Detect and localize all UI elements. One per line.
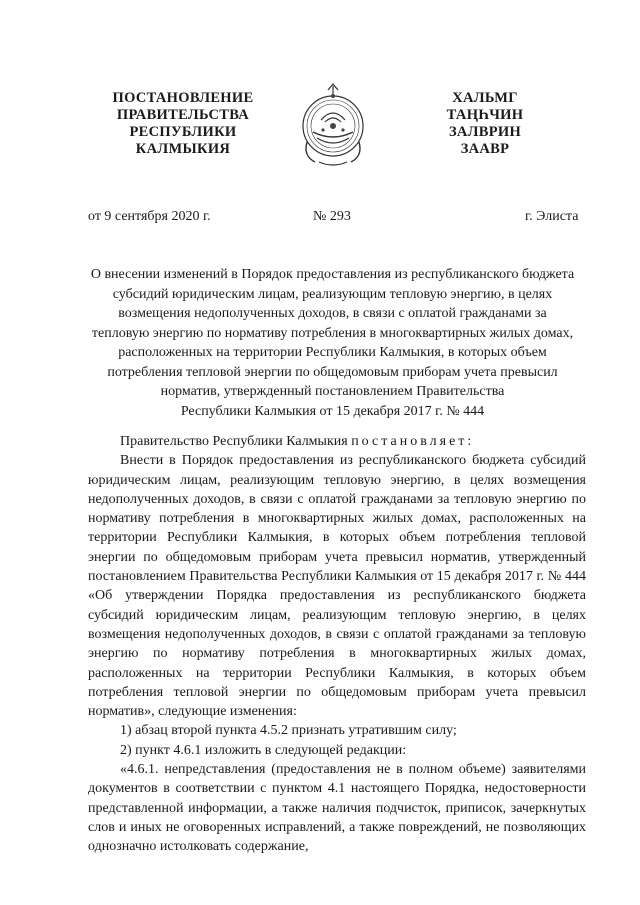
document-meta: [0, 209, 640, 229]
document-date: от 9 сентября 2020 г.: [88, 209, 211, 224]
title-line: тепловую энергию по нормативу потребления в многоквартирных жилых домах,: [91, 325, 574, 341]
document-title: [80, 265, 585, 421]
intro-subject: Правительство Республики Калмыкия: [120, 434, 348, 449]
issuer-line: КАЛМЫКИЯ: [135, 141, 231, 157]
kalmykia-coat-of-arms-icon: [297, 76, 369, 170]
title-line: расположенных на территории Республики Калмыкия, в которых объем: [118, 345, 547, 360]
document-number: № 293: [313, 209, 351, 224]
issuer-line: ПОСТАНОВЛЕНИЕ: [112, 90, 254, 106]
title-line: О внесении изменений в Порядок предоставления из республиканского бюджета: [90, 267, 575, 282]
title-line: потребления тепловой энергии по общедомовым приборам учета превысил: [107, 364, 558, 380]
issuer-line: ТАҢҺЧИН: [446, 107, 524, 123]
document-city: г. Элиста: [525, 209, 579, 224]
title-line: возмещения недополученных доходов, в связи с оплатой гражданами за: [118, 306, 547, 321]
issuer-name-kalmyk: [420, 90, 550, 158]
title-line: норматив, утвержденный постановлением Правительства: [160, 384, 505, 399]
issuer-line: РЕСПУБЛИКИ: [129, 124, 237, 140]
intro-paragraph: [88, 432, 586, 451]
main-paragraph: Внести в Порядок предоставления из республиканского бюджета субсидий юридическим лицам, реализующим тепловую энергию, в целях возмещения недополученных доходов, в связи с оплатой гражданами за тепловую энергию по нормативу потребления в многоквартирных жилых домах, расположенных на территории Республики Калмыкия, в которых объем потребления тепловой энергии по общедомовым приборам учета превысил норматив, утвержденный постановлением Правительства Республики Калмыкия от 15 декабря 2017 г. № 444 «Об утверждении Порядка предоставления из республиканского бюджета субсидий юридическим лицам, реализующим тепловую энергию, в целях возмещения недополученных доходов, в связи с оплатой гражданами за тепловую энергию по нормативу потребления в многоквартирных жилых домах, расположенных на территории Республики Калмыкия, в которых объем потребления тепловой энергии по общедомовым приборам учета превысил норматив», следующие изменения:: [88, 453, 586, 720]
list-item: 1) абзац второй пункта 4.5.2 признать утратившим силу;: [120, 723, 457, 739]
list-item: 2) пункт 4.6.1 изложить в следующей редакции:: [120, 742, 407, 758]
intro-verb: постановляет:: [351, 434, 475, 449]
title-line: субсидий юридическим лицам, реализующим тепловую энергию, в целях: [112, 286, 553, 302]
title-line: Республики Калмыкия от 15 декабря 2017 г. № 444: [180, 403, 485, 419]
document-body: [88, 432, 586, 857]
issuer-line: ПРАВИТЕЛЬСТВА: [116, 107, 250, 123]
issuer-name-russian: [88, 90, 278, 158]
quoted-paragraph: «4.6.1. непредставления (предоставления не в полном объеме) заявителями документов в соответствии с пунктом 4.1 настоящего Порядка, недостоверности представленной информации, а также наличия подчисток, приписок, зачеркнутых слов и иных не оговоренных исправлений, а также повреждений, не позволяющих однозначно истолковать содержание,: [88, 762, 586, 855]
issuer-line: ЗАЛВРИН: [448, 124, 522, 140]
issuer-line: ЗААВР: [460, 141, 510, 157]
issuer-line: ХАЛЬМГ: [452, 90, 518, 106]
